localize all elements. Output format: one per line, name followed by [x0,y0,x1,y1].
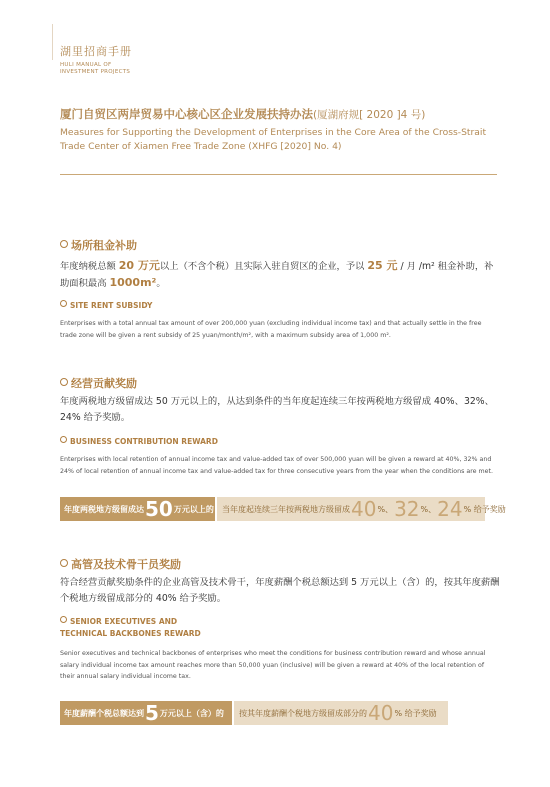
banner-reward-text: 当年度起连续三年按两税地方级留成 [222,504,350,514]
section-executive-title-text: 高管及技术骨干员奖励 [71,558,181,571]
banner-condition-number: 50 [145,497,173,521]
section-rent-body-cn [60,258,500,291]
section-rent-title-en [60,300,152,312]
rent-text-c: / 月 /m² 租金补助，补助面积最高 [60,261,494,289]
section-executive-title-en [60,616,201,640]
section-contribution-body-cn: 年度两税地方级留成达 50 万元以上的，从达到条件的当年度起连续三年按两税地方级留成 40%、32%、24% 给予奖励。 [60,396,494,423]
circle-bullet-icon [60,559,68,567]
page-title-en: Measures for Supporting the Development of Enterprises in the Core Area of the Cross-Strait Trade Center of Xiamen Free Trade Zone (XHFG [2020] No. 4) [60,127,487,152]
manual-title-en-line2: INVESTMENT PROJECTS [60,69,131,75]
banner-reward [234,701,448,725]
contribution-reward-banner [60,497,506,521]
manual-title-cn: 湖里招商手册 [60,45,132,58]
section-executive-body-en: Senior executives and technical backbones of enterprises who meet the conditions for business contribution reward and whose annual salary individual income tax amount reaches more than 50,000 yuan (inclusive) will be given a reward at 40% of the local retention of their annual salary individual income tax. [60,650,486,680]
section-executive-title-en-line1: SENIOR EXECUTIVES AND [70,617,178,626]
executive-reward-banner [60,701,485,725]
rent-subsidy-highlight: 25 元 [367,259,398,272]
banner-reward [217,497,506,521]
section-contribution-title-cn [60,375,137,391]
circle-bullet-icon [60,240,68,248]
circle-bullet-icon [60,378,68,386]
section-rent-title-cn [60,237,137,253]
rent-text-d: 。 [156,277,166,289]
rent-text-a: 年度纳税总额 [60,261,119,272]
manual-title-en-line1: HULI MANUAL OF [60,62,112,68]
section-contribution-body-en: Enterprises with local retention of annual income tax and value-added tax of over 500,000 yuan will be given a reward at 40%, 32% and 24% of local retention of annual income tax and value-added tax for three consecutive years from the year when the conditions are met. [60,456,494,475]
page-title-cn-doc-no: (厦湖府规[ 2020 ]4 号) [313,109,426,121]
rent-area-highlight: 1000m² [109,275,157,289]
section-contribution-title-en [60,436,218,448]
banner-condition [60,497,215,521]
banner-rate-1: 40 [368,701,394,725]
banner-condition-text-b: 万元以上（含）的 [159,708,224,718]
section-executive-title-cn [60,556,181,572]
section-rent-title-en-text: SITE RENT SUBSIDY [70,301,153,310]
banner-condition-text-b: 万元以上的 [173,504,214,514]
title-divider [60,174,497,175]
section-rent-title-text: 场所租金补助 [71,239,137,252]
banner-condition [60,701,232,725]
banner-rate-2-unit: %、 [420,504,437,514]
banner-rate-3: 24 [437,497,463,521]
banner-rate-1: 40 [351,497,377,521]
manual-title-en [60,62,130,76]
banner-condition-text-a: 年度两税地方级留成达 [64,504,144,514]
banner-condition-number: 5 [145,701,159,725]
banner-rate-1-unit: %、 [377,504,394,514]
banner-reward-text: 按其年度薪酬个税地方级留成部分的 [239,708,367,718]
section-contribution-title-text: 经营贡献奖励 [71,377,137,390]
section-executive-body-cn: 符合经营贡献奖励条件的企业高管及技术骨干，年度薪酬个税总额达到 5 万元以上（含）的，按其年度薪酬个税地方级留成部分的 40% 给予奖励。 [60,577,500,604]
section-executive-title-en-line2: TECHNICAL BACKBONES REWARD [60,629,201,638]
banner-rate-2: 32 [394,497,420,521]
circle-bullet-icon [60,616,67,623]
circle-bullet-icon [60,436,67,443]
page-title-cn [60,106,425,122]
banner-rate-3-unit: % 给予奖励 [463,504,506,514]
page-title-cn-main: 厦门自贸区两岸贸易中心核心区企业发展扶持办法 [60,107,313,121]
section-rent-body-en: Enterprises with a total annual tax amount of over 200,000 yuan (excluding individual income tax) and that actually settle in the free trade zone will be given a rent subsidy of 25 yuan/month/m², with a maximum subsidy area of 1,000 m². [60,320,482,339]
banner-condition-text-a: 年度薪酬个税总额达到 [64,708,144,718]
section-contribution-title-en-text: BUSINESS CONTRIBUTION REWARD [70,437,218,446]
circle-bullet-icon [60,300,67,307]
rent-amount-highlight: 20 万元 [118,259,160,272]
header-divider [52,24,53,60]
banner-rate-1-unit: % 给予奖励 [394,708,437,718]
rent-text-b: 以上（不含个税）且实际入驻自贸区的企业，予以 [159,261,368,272]
